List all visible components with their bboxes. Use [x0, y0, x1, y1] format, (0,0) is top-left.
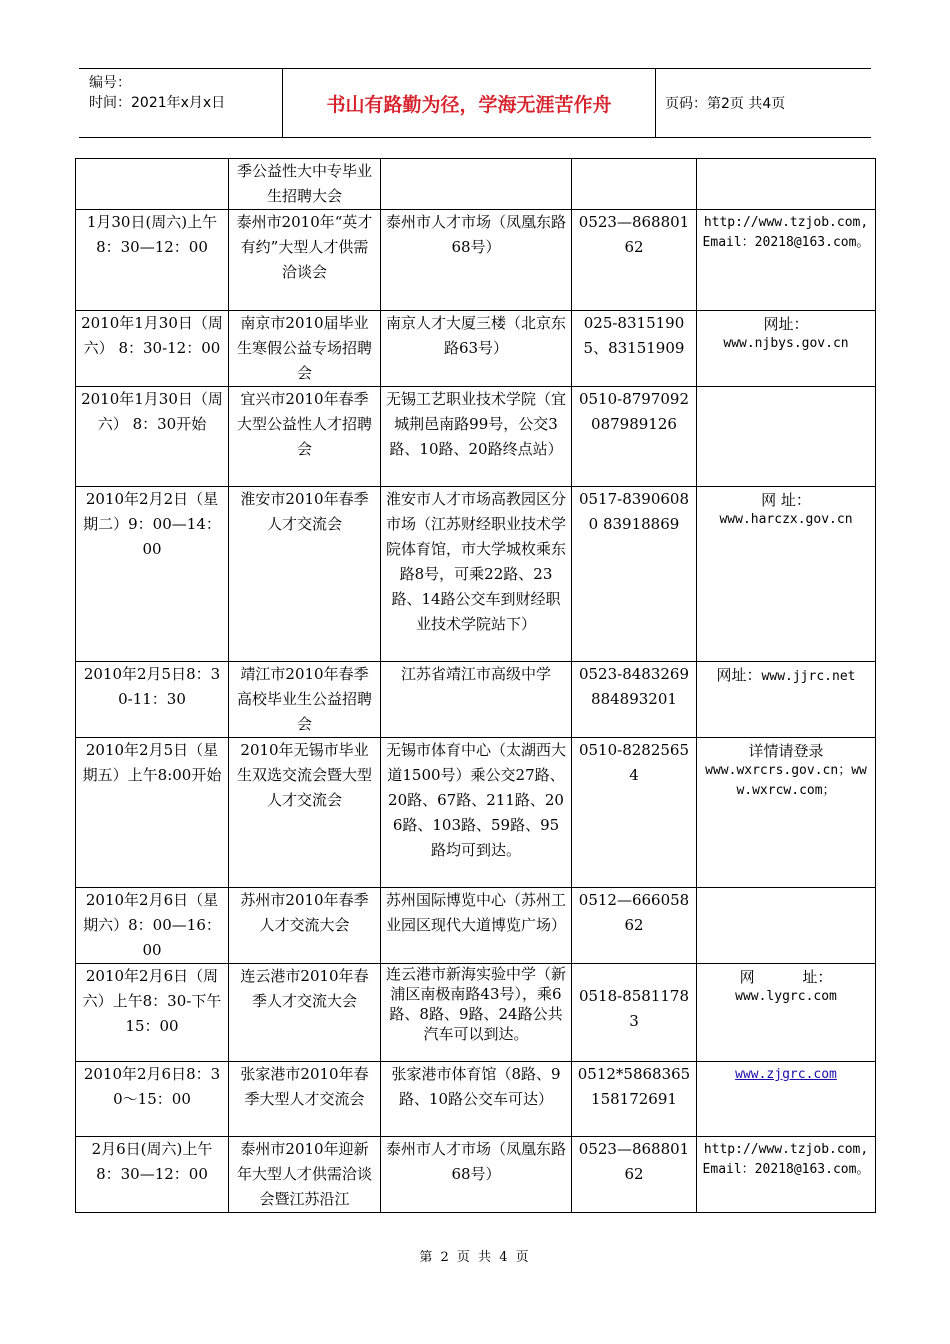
row-date: 2010年2月6日（星期六）8：00—16：00 [76, 888, 229, 964]
website-label: 网 址： [739, 968, 833, 986]
row-phone: 025-83151905、83151909 [572, 311, 697, 387]
row-website [697, 964, 876, 1062]
row-date: 2010年2月2日（星期二）9：00—14：00 [76, 487, 229, 662]
row-date: 2010年2月5日（星期五）上午8:00开始 [76, 738, 229, 888]
website-label: 网址： [763, 315, 809, 333]
row-date: 2010年1月30日（周六） 8：30开始 [76, 387, 229, 487]
website-url[interactable]: www.jjrc.net [761, 669, 856, 684]
row-phone: 0510-82825654 [572, 738, 697, 888]
row-date: 2010年2月5日8：30-11：30 [76, 662, 229, 738]
row-fair-name: 苏州市2010年春季人才交流大会 [229, 888, 381, 964]
website-url[interactable]: www.lygrc.com [735, 989, 837, 1004]
table-row [76, 311, 876, 387]
document-number-label: 编号： [89, 75, 131, 91]
table-row [76, 738, 876, 888]
job-fair-table [75, 158, 876, 1213]
table-row [76, 387, 876, 487]
row-website [697, 311, 876, 387]
row-fair-name: 张家港市2010年春季大型人才交流会 [229, 1062, 381, 1137]
row-fair-name: 南京市2010届毕业生寒假公益专场招聘会 [229, 311, 381, 387]
row-website [697, 487, 876, 662]
website-url[interactable]: www.harczx.gov.cn [719, 512, 853, 527]
header-page-label: 页码：第2页 共4页 [665, 96, 786, 112]
row-phone: 0523—86880162 [572, 210, 697, 311]
table-row [76, 662, 876, 738]
row-date: 1月30日(周六)上午8：30—12：00 [76, 210, 229, 311]
row-address: 南京人才大厦三楼（北京东路63号） [381, 311, 572, 387]
row-website: http://www.tzjob.com,Email：20218@163.com。 [697, 1137, 876, 1213]
row-phone: 0523-8483269884893201 [572, 662, 697, 738]
row-website [697, 888, 876, 964]
table-row [76, 210, 876, 311]
row-website [697, 738, 876, 888]
row-phone: 0510-8797092087989126 [572, 387, 697, 487]
page-footer: 第 2 页 共 4 页 [419, 1250, 531, 1265]
website-link[interactable]: www.zjgrc.com [735, 1067, 837, 1082]
row-website [697, 662, 876, 738]
table-row [76, 487, 876, 662]
header-meta [79, 69, 283, 137]
row-address: 江苏省靖江市高级中学 [381, 662, 572, 738]
website-url[interactable]: www.njbys.gov.cn [723, 336, 849, 351]
row-phone: 0512—66605862 [572, 888, 697, 964]
row-date: 2月6日(周六)上午8：30—12：00 [76, 1137, 229, 1213]
document-time-label: 时间：2021年x月x日 [89, 95, 226, 111]
row-phone: 0523—86880162 [572, 1137, 697, 1213]
table-row [76, 159, 876, 210]
row-phone: 0517-83906080 83918869 [572, 487, 697, 662]
row-address [381, 159, 572, 210]
row-phone [572, 159, 697, 210]
row-address: 张家港市体育馆（8路、9路、10路公交车可达） [381, 1062, 572, 1137]
row-date: 2010年1月30日（周六） 8：30-12：00 [76, 311, 229, 387]
table-row [76, 888, 876, 964]
row-website [697, 159, 876, 210]
page-header [79, 68, 871, 138]
row-date [76, 159, 229, 210]
website-label: 网 址： [761, 491, 811, 509]
row-address: 连云港市新海实验中学（新浦区南极南路43号），乘6路、8路、9路、24路公共汽车可以到达。 [381, 964, 572, 1062]
row-website [697, 387, 876, 487]
row-fair-name: 连云港市2010年春季人才交流大会 [229, 964, 381, 1062]
row-address: 泰州市人才市场（凤凰东路68号） [381, 1137, 572, 1213]
table-row [76, 1062, 876, 1137]
row-address: 泰州市人才市场（凤凰东路68号） [381, 210, 572, 311]
row-address: 无锡市体育中心（太湖西大道1500号）乘公交27路、20路、67路、211路、206路、103路、59路、95路均可到达。 [381, 738, 572, 888]
row-address: 无锡工艺职业技术学院（宜城荆邑南路99号，公交3路、10路、20路终点站） [381, 387, 572, 487]
row-phone: 0518-85811783 [572, 964, 697, 1062]
row-date: 2010年2月6日8：30～15：00 [76, 1062, 229, 1137]
table-row [76, 964, 876, 1062]
header-motto: 书山有路勤为径，学海无涯苦作舟 [283, 69, 656, 137]
row-phone: 0512*5868365158172691 [572, 1062, 697, 1137]
row-date: 2010年2月6日（周六）上午8：30-下午15：00 [76, 964, 229, 1062]
row-fair-name: 淮安市2010年春季人才交流会 [229, 487, 381, 662]
website-url[interactable]: www.wxrcrs.gov.cn；www.wxrcw.com； [705, 763, 867, 798]
website-label: 详情请登录 [748, 742, 824, 760]
row-fair-name: 2010年无锡市毕业生双选交流会暨大型人才交流会 [229, 738, 381, 888]
row-fair-name: 季公益性大中专毕业生招聘大会 [229, 159, 381, 210]
row-fair-name: 靖江市2010年春季高校毕业生公益招聘会 [229, 662, 381, 738]
row-website: http://www.tzjob.com,Email：20218@163.com。 [697, 210, 876, 311]
row-fair-name: 泰州市2010年“英才有约”大型人才供需洽谈会 [229, 210, 381, 311]
row-address: 苏州国际博览中心（苏州工业园区现代大道博览广场） [381, 888, 572, 964]
website-label: 网址： [716, 666, 762, 684]
row-fair-name: 泰州市2010年迎新年大型人才供需洽谈会暨江苏沿江 [229, 1137, 381, 1213]
row-website [697, 1062, 876, 1137]
row-address: 淮安市人才市场高教园区分市场（江苏财经职业技术学院体育馆，市大学城枚乘东路8号，可乘22路、23路、14路公交车到财经职业技术学院站下） [381, 487, 572, 662]
table-row [76, 1137, 876, 1213]
row-fair-name: 宜兴市2010年春季大型公益性人才招聘会 [229, 387, 381, 487]
